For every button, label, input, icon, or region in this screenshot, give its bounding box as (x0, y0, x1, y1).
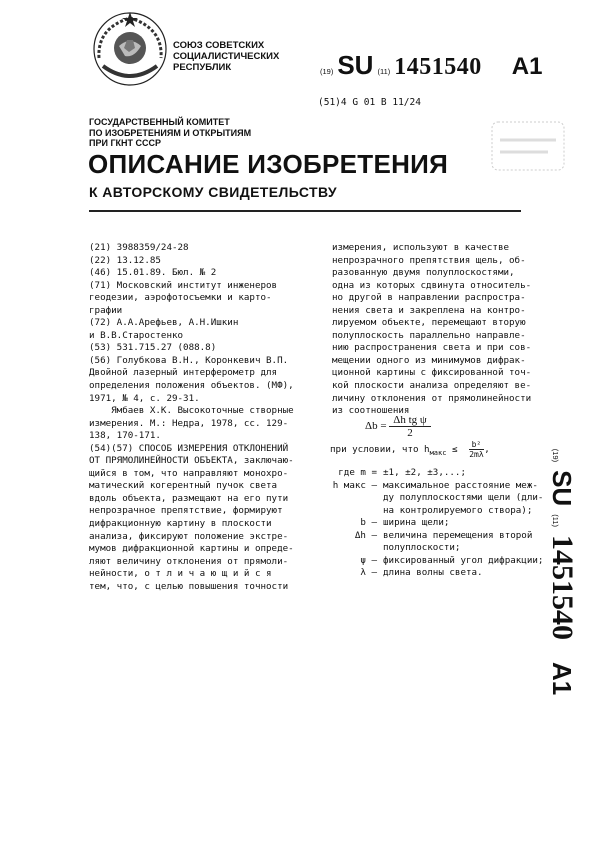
patent-number: 1451540 (394, 54, 482, 80)
biblio-line: дифракционную картину в плоскости (89, 518, 272, 530)
abstract-line: но другой в направлении распростра- (332, 292, 526, 304)
header-divider (89, 210, 521, 212)
abstract-line: нения света и закреплена на контро- (332, 304, 526, 316)
document-title: ОПИСАНИЕ ИЗОБРЕТЕНИЯ (88, 149, 449, 179)
condition-fraction (469, 440, 485, 459)
document-subtitle: К АВТОРСКОМУ СВИДЕТЕЛЬСТВУ (89, 184, 338, 200)
biblio-line: нейности, о т л и ч а ю щ и й с я (89, 568, 272, 580)
abstract-line: из соотношения (332, 405, 410, 417)
definition-row (330, 505, 543, 518)
biblio-line: (46) 15.01.89. Бюл. № 2 (89, 267, 217, 279)
formula-lhs: Δb = (365, 420, 387, 433)
definition-row (330, 480, 543, 493)
country-code: SU (337, 50, 374, 80)
definition-symbol: где m = (338, 467, 377, 478)
abstract-line: непрозрачного препятствия щель, об- (332, 254, 526, 266)
definition-text: максимальное расстояние меж- (383, 479, 538, 491)
committee-line: ГОСУДАРСТВЕННЫЙ КОМИТЕТ (89, 117, 230, 127)
biblio-line: вдоль объекта, размещают на его пути (89, 492, 289, 504)
abstract-continuation (332, 242, 562, 418)
country-line: СОЮЗ СОВЕТСКИХ (173, 40, 265, 51)
biblio-line: 1971, № 4, с. 29-31. (89, 392, 200, 404)
biblio-line: графии (89, 304, 123, 316)
formula-denominator: 2 (407, 427, 413, 439)
abstract-line: личину отклонения от прямолинейности (332, 392, 532, 404)
condition-numerator: b² (469, 440, 485, 450)
biblio-line: геодезии, аэрофотосъемки и карто- (89, 292, 272, 304)
bibliographic-data (89, 242, 333, 593)
biblio-line: измерения. М.: Недра, 1978, сс. 129- (89, 417, 289, 429)
definition-symbol (330, 542, 383, 555)
definition-text: длина волны света. (383, 567, 483, 578)
side-inid-code-11: (11) (551, 514, 560, 527)
biblio-line: щийся в том, что направляют монохро- (89, 467, 289, 479)
definition-row (330, 492, 543, 505)
definition-symbol (330, 492, 383, 505)
side-kind-code: A1 (547, 662, 577, 696)
definition-symbol: λ – (360, 567, 377, 578)
inid-code-19: (19) (320, 67, 334, 76)
symbol-definitions (330, 467, 543, 580)
definition-symbol (330, 505, 383, 518)
definition-text: на контролируемого створа); (383, 504, 533, 516)
kind-code: A1 (511, 53, 543, 80)
abstract-line: кой плоскости анализа определяют ве- (332, 380, 532, 392)
definition-row (330, 517, 543, 530)
biblio-line: (72) А.А.Арефьев, А.Н.Ишкин (89, 317, 239, 329)
condition-subscript: макс (429, 448, 447, 457)
abstract-line: мещении одного из минимумов дифрак- (332, 354, 526, 366)
definition-text: величина перемещения второй (383, 529, 533, 541)
biblio-line: (54)(57) СПОСОБ ИЗМЕРЕНИЯ ОТКЛОНЕНИЙ (89, 442, 289, 454)
definition-text: полуплоскости; (383, 542, 461, 553)
definition-row (330, 467, 543, 480)
formula (365, 414, 431, 439)
abstract-line: полуплоскость параллельно направле- (332, 329, 526, 341)
biblio-line: Двойной лазерный интерферометр для (89, 367, 278, 379)
formula-numerator: Δh tg ψ (389, 414, 431, 427)
condition-relation: ≤ (446, 444, 464, 455)
definition-symbol: b – (360, 517, 377, 528)
condition-denominator: 2mλ (469, 450, 484, 459)
definition-symbol: ψ – (360, 554, 377, 566)
biblio-line: непрозрачное препятствие, формируют (89, 505, 283, 517)
abstract-line: разованную двумя полуплоскостями, (332, 267, 515, 279)
library-stamp (488, 116, 568, 176)
abstract-line: нию распространения света и при сов- (332, 342, 532, 354)
condition-suffix: , (484, 444, 490, 455)
biblio-line: ляют величину отклонения от прямоли- (89, 555, 289, 567)
committee-name (89, 117, 251, 149)
ussr-emblem (89, 8, 171, 90)
definition-symbol: Δh – (354, 529, 377, 541)
country-line: СОЦИАЛИСТИЧЕСКИХ (173, 51, 280, 62)
biblio-line: 138, 170-171. (89, 430, 161, 442)
definition-row (330, 567, 543, 580)
definition-symbol: h макс – (332, 479, 377, 491)
abstract-line: одна из которых сдвинута относитель- (332, 279, 532, 291)
abstract-line: лируемом объекте, перемещают вторую (332, 317, 526, 329)
committee-line: ПРИ ГКНТ СССР (89, 138, 162, 148)
biblio-line: и В.В.Старостенко (89, 329, 184, 341)
biblio-line: (71) Московский институт инженеров (89, 279, 278, 291)
country-line: РЕСПУБЛИК (173, 62, 232, 73)
biblio-line: (21) 3988359/24-28 (89, 242, 189, 253)
formula-fraction (389, 414, 431, 439)
biblio-line: определения положения объектов. (МФ), (89, 380, 294, 392)
ipc-classification: (51)4 G 01 B 11/24 (318, 97, 421, 108)
biblio-line: (53) 531.715.27 (088.8) (89, 342, 217, 354)
biblio-line: анализа, фиксируют положение экстре- (89, 530, 289, 542)
side-country-code: SU (547, 470, 577, 507)
definition-text: ±1, ±2, ±3,...; (383, 467, 466, 478)
biblio-line: Ямбаев Х.К. Высокоточные створные (89, 405, 294, 417)
side-inid-code-19: (19) (551, 448, 560, 463)
formula-condition (330, 440, 490, 459)
biblio-line: ОТ ПРЯМОЛИНЕЙНОСТИ ОБЪЕКТА, заключаю- (89, 455, 294, 467)
biblio-line: (22) 13.12.85 (89, 254, 161, 266)
committee-line: ПО ИЗОБРЕТЕНИЯМ И ОТКРЫТИЯМ (89, 127, 252, 138)
side-number-rotated (545, 449, 579, 696)
definition-text: ширина щели; (383, 517, 450, 528)
biblio-line: (56) Голубкова В.Н., Коронкевич В.П. (89, 354, 289, 366)
condition-prefix: при условии, что h (330, 444, 430, 455)
biblio-line: мумов дифракционной картины и опреде- (89, 543, 294, 555)
definition-row (330, 542, 543, 555)
biblio-line: матический когерентный пучок света (89, 480, 278, 492)
inid-code-11: (11) (377, 67, 391, 76)
definition-text: фиксированный угол дифракции; (383, 554, 544, 566)
side-patent-number: 1451540 (546, 535, 579, 640)
abstract-line: измерения, используют в качестве (332, 242, 510, 253)
abstract-line: ционной картины с фиксированной точ- (332, 367, 532, 379)
side-publication-number (538, 442, 586, 702)
biblio-line: тем, что, с целью повышения точности (89, 580, 289, 592)
country-name (173, 40, 279, 73)
definition-text: ду полуплоскостями щели (дли- (383, 492, 544, 503)
publication-number (320, 50, 542, 81)
definition-row (330, 555, 543, 568)
definition-row (330, 530, 543, 543)
